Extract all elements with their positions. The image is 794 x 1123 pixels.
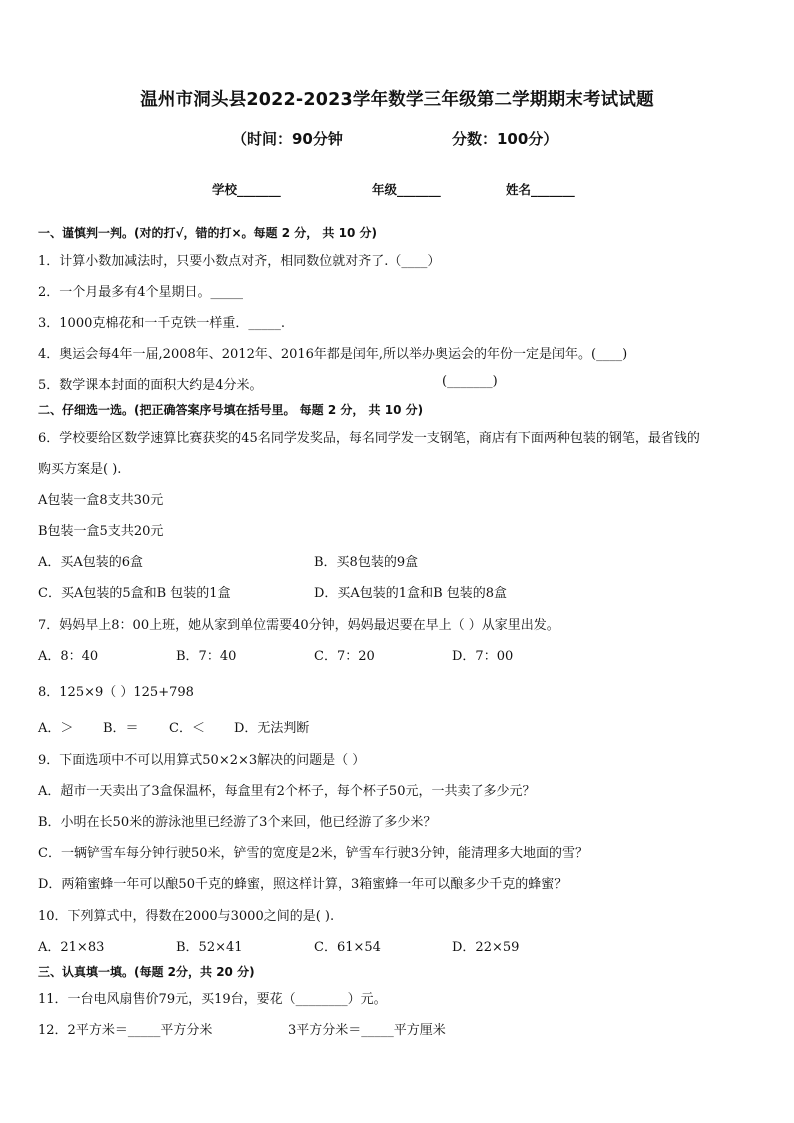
question-8: 8．125×9（ ）125+798 xyxy=(38,685,194,700)
question-6-line-1: 6．学校要给区数学速算比赛获奖的45名同学发奖品，每名同学发一支钢笔，商店有下面两种包装的钢笔，最省钱的 xyxy=(38,431,700,446)
question-6-option-a: A．买A包装的6盒 xyxy=(38,555,144,570)
question-6-line-2: 购买方案是( ). xyxy=(38,462,122,477)
section-1-heading: 一、谨慎判一判。(对的打√，错的打×。每题 2 分， 共 10 分) xyxy=(38,226,377,240)
question-10-option-c: C．61×54 xyxy=(314,940,381,955)
question-10-option-a: A．21×83 xyxy=(38,940,105,955)
question-5: 5．数学课本封面的面积大约是4分米。 xyxy=(38,378,263,393)
question-9-option-b: B．小明在长50米的游泳池里已经游了3个来回，他已经游了多少米？ xyxy=(38,815,437,830)
exam-time: （时间：90分钟 xyxy=(232,130,343,148)
name-field: 姓名_______ xyxy=(506,182,575,197)
question-12-part-2: 3平方分米＝_____平方厘米 xyxy=(288,1023,446,1038)
question-11: 11．一台电风扇售价79元，买19台，要花（________）元。 xyxy=(38,992,387,1007)
question-8-option-d: D．无法判断 xyxy=(234,721,310,736)
question-5-blank: (_______) xyxy=(442,374,498,389)
question-10-option-d: D．22×59 xyxy=(452,940,520,955)
grade-field: 年级_______ xyxy=(372,182,441,197)
question-2: 2．一个月最多有4个星期日。_____ xyxy=(38,285,244,300)
question-6-pack-b: B包装一盒5支共20元 xyxy=(38,524,164,539)
question-1: 1．计算小数加减法时，只要小数点对齐，相同数位就对齐了.（____） xyxy=(38,254,441,269)
question-7-option-b: B．7：40 xyxy=(176,649,237,664)
question-9: 9．下面选项中不可以用算式50×2×3解决的问题是（ ） xyxy=(38,753,366,768)
question-9-option-c: C．一辆铲雪车每分钟行驶50米，铲雪的宽度是2米，铲雪车行驶3分钟，能清理多大地面的雪？ xyxy=(38,846,589,861)
question-8-option-c: C．＜ xyxy=(169,721,205,736)
question-3: 3．1000克棉花和一千克铁一样重．_____. xyxy=(38,316,285,331)
question-10-option-b: B．52×41 xyxy=(176,940,243,955)
section-3-heading: 三、认真填一填。(每题 2分，共 20 分) xyxy=(38,965,255,979)
page-title: 温州市洞头县2022-2023学年数学三年级第二学期期末考试试题 xyxy=(140,90,654,110)
question-7-option-a: A．8：40 xyxy=(38,649,99,664)
exam-score: 分数：100分） xyxy=(452,130,559,148)
section-2-heading: 二、仔细选一选。(把正确答案序号填在括号里。 每题 2 分， 共 10 分) xyxy=(38,403,424,417)
question-8-option-b: B．＝ xyxy=(103,721,139,736)
question-7: 7．妈妈早上8：00上班，她从家到单位需要40分钟，妈妈最迟要在早上（ ）从家里出发。 xyxy=(38,618,560,633)
question-4: 4．奥运会每4年一届,2008年、2012年、2016年都是闰年,所以举办奥运会的年份一定是闰年。(____) xyxy=(38,347,628,362)
question-7-option-d: D．7：00 xyxy=(452,649,514,664)
question-12-part-1: 12．2平方米＝_____平方分米 xyxy=(38,1023,213,1038)
question-6-option-c: C．买A包装的5盒和B 包装的1盒 xyxy=(38,586,231,601)
question-10: 10．下列算式中，得数在2000与3000之间的是( ). xyxy=(38,909,335,924)
question-9-option-a: A．超市一天卖出了3盒保温杯，每盒里有2个杯子，每个杯子50元，一共卖了多少元？ xyxy=(38,784,536,799)
school-field: 学校_______ xyxy=(212,182,281,197)
question-6-pack-a: A包装一盒8支共30元 xyxy=(38,493,164,508)
question-6-option-b: B．买8包装的9盒 xyxy=(314,555,419,570)
question-6-option-d: D．买A包装的1盒和B 包装的8盒 xyxy=(314,586,508,601)
question-7-option-c: C．7：20 xyxy=(314,649,375,664)
question-9-option-d: D．两箱蜜蜂一年可以酿50千克的蜂蜜，照这样计算，3箱蜜蜂一年可以酿多少千克的蜂蜜？ xyxy=(38,877,568,892)
question-8-option-a: A．＞ xyxy=(38,721,74,736)
